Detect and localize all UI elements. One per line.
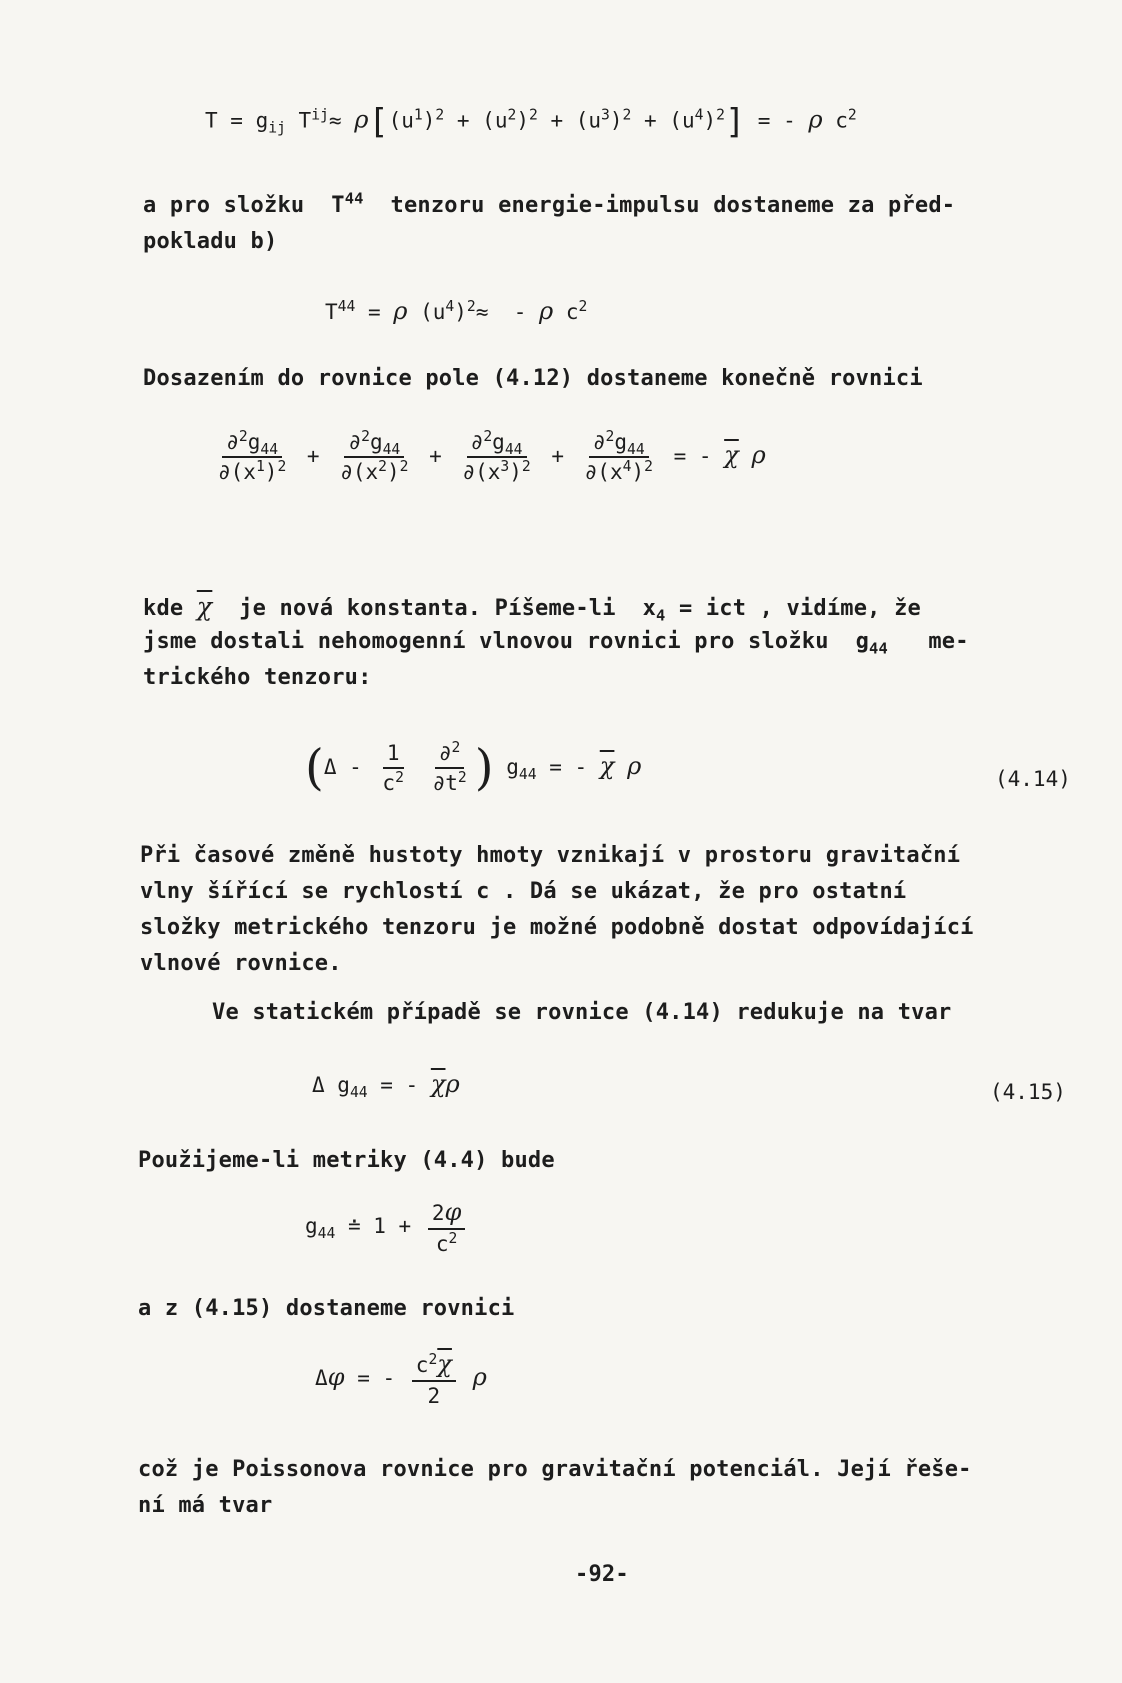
text-line: kde $\overline{\chi}$ je nová konstanta. Píšeme-li $x_4$ = ict , vidíme, že (143, 592, 921, 625)
text-line: což je Poissonova rovnice pro gravitační potenciál. Její řeše- (138, 1457, 972, 1482)
text-line: Použijeme-li metriky (4.4) bude (138, 1148, 555, 1173)
equation-number: (4.14) (995, 767, 1071, 791)
text-line: jsme dostali nehomogenní vlnovou rovnici pro složku $g_{44}$ me- (143, 629, 969, 658)
equation-field: $\frac{\partial^2g_{44}}{\partial(x^1)^2}$ + $\frac{\partial^2g_{44}}{\partial(x^2)^2}$ + $\frac{\partial^2g_{44}}{\partial(x^3)^2}$ + $\frac{\partial^2g_{44}}{\partial(x^4)^2}$ = - $\overline{\chi}$ ρ (218, 428, 766, 484)
equation-poisson: Δφ = - $\frac{c^2\overline{\chi}}{2}$ ρ (315, 1350, 487, 1408)
text-line: trického tenzoru: (143, 665, 372, 690)
equation-metric: $g_{44}$ ≐ 1 + $\frac{2\varphi}{c^2}$ (305, 1198, 469, 1256)
text-line: vlny šířící se rychlostí c . Dá se ukázat, že pro ostatní (140, 879, 907, 904)
text-line: Při časové změně hustoty hmoty vznikají v prostoru gravitační (140, 843, 961, 868)
page-number: -92- (575, 1562, 629, 1587)
text-line: pokladu b) (143, 229, 278, 254)
equation-wave: (Δ - $\frac{1}{c^2}$ $\frac{\partial^2}{\partial t^2}$ ) $g_{44}$ = - $\overline{\chi}$ ρ (305, 739, 642, 796)
text-line: Dosazením do rovnice pole (4.12) dostaneme konečně rovnici (143, 366, 923, 391)
text-line: a pro složku $T^{44}$ tenzoru energie-impulsu dostaneme za před- (143, 189, 956, 218)
equation-trace: $T = g_{ij}$ $T^{ij}\approx \rho[(u^1)^2 + (u^2)^2 + (u^3)^2 + (u^4)^2]$ = - ρ $c^2$ (205, 102, 857, 141)
text-line: složky metrického tenzoru je možné podobně dostat odpovídající (140, 915, 974, 940)
equation-number: (4.15) (990, 1080, 1066, 1104)
equation-static: Δ $g_{44}$ = - $\overline{\chi}\rho$ (312, 1070, 460, 1102)
text-line: a z (4.15) dostaneme rovnici (138, 1296, 515, 1321)
equation-t44: $T^{44} = \rho$ $(u^4)^2\approx - \rho$ $c^2$ (325, 297, 588, 325)
text-line: Ve statickém případě se rovnice (4.14) redukuje na tvar (212, 1000, 952, 1025)
text-line: vlnové rovnice. (140, 951, 342, 976)
text-line: ní má tvar (138, 1493, 273, 1518)
